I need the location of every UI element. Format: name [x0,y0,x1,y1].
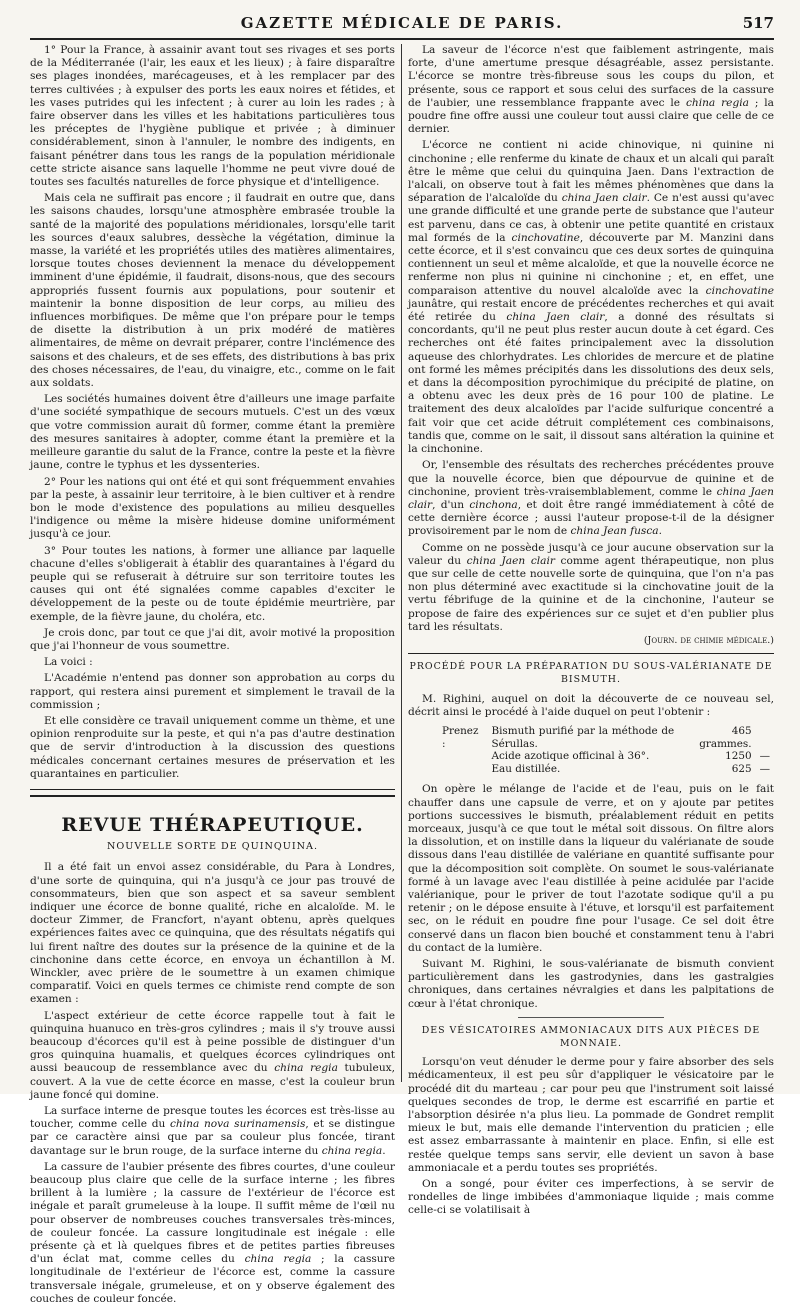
article-title: DES VÉSICATOIRES AMMONIACAUX DITS AUX PIÈCES DE MONNAIE. [421,1024,761,1049]
paragraph: Je crois donc, par tout ce que j'ai dit, avoir motivé la proposition que j'ai l'honneur de vous soumettre. [30,626,395,652]
article-title: NOUVELLE SORTE DE QUINQUINA. [106,841,318,853]
article-divider [408,653,774,654]
paragraph: Comme on ne possède jusqu'à ce jour aucune observation sur la valeur du china Jaen clair comme agent thérapeutique, non plus que sur celle de cette nouvelle sorte de quinquina, que l'on n'a pas non plus déterminé avec exactitude si la cinchovatine jouit de la vertu fébrifuge de la quinine et de la cinchonine, l'auteur se propose de faire des expériences sur ce sujet et d'en publier plus tard les résultats. (Journ. de chimie médicale.) [408,541,774,646]
left-column [30,44,395,1305]
paragraph: La voici : [44,656,93,669]
running-head [30,12,774,40]
page-number: 517 [742,14,774,32]
paragraph: L'aspect extérieur de cette écorce rappelle tout à fait le quinquina huanuco en très-gros cylindres ; mais il s'y trouve aussi beaucoup d'écorces qu'il est à peine possible de distinguer d'un gros quinquina huamalis, et quelques écorces cylindriques ont aussi beaucoup de ressemblance avec du china regia tubuleux, couvert. A la vue de cette écorce en masse, c'est la couleur brun jaune foncé qui domine. [30,1009,395,1101]
paragraph: Il a été fait un envoi assez considérable, du Para à Londres, d'une sorte de quinquina, qui n'a jusqu'à ce jour pas trouvé de consommateurs, bien que son aspect et sa saveur semblent indiquer une écorce de bonne qualité, riche en alcaloïde. M. le docteur Zimmer, de Francfort, n'ayant obtenu, après quelques expériences faites avec ce quinquina, que des résultats négatifs qui lui firent naître des doutes sur la présence de la quinine et de la cinchonine dans cette écorce, en envoya un échantillon à M. Winckler, avec prière de le soumettre à un examen chimique comparatif. Voici en quels termes ce chimiste rend compte de son examen : [30,861,395,1006]
article-title: PROCÉDÉ POUR LA PRÉPARATION DU SOUS-VALÉRIANATE DE BISMUTH. [409,661,773,686]
source-citation: (Journ. de chimie médicale.) [643,634,774,646]
paragraph: Les sociétés humaines doivent être d'ailleurs une image parfaite d'une société sympathique de secours mutuels. C'est un des vœux que votre commission aurait dû former, comme étant la première des mesures sanitaires à adopter, comme étant la première et la meilleure garantie du salut de la France, contre la peste et la fièvre jaune, contre le typhus et les dyssenteries. [30,393,395,472]
ingredient-quantity: 1250 [725,750,752,763]
paragraph: La cassure de l'aubier présente des fibres courtes, d'une couleur beaucoup plus claire que celle de la surface interne ; les fibres brillent à la lumière ; la cassure de l'extérieur de l'écorce est inégale et paraît grumeleuse à la loupe. Il suffit même de l'œil nu pour observer de nombreuses couches transversales très-minces, de couleur foncée. La cassure longitudinale est inégale : elle présente çà et là quelques fibres et de petites parties fibreuses d'un éclat mat, comme celles du china regia ; la cassure longitudinale de l'extérieur de l'écorce est, comme la cassure transversale inégale, grumeleuse, et on y observe également des couches de couleur foncée. [30,1160,395,1305]
ingredient-quantity: 625 [731,762,752,775]
paragraph: 1° Pour la France, à assainir avant tout ses rivages et ses ports de la Méditerranée (l'air, les eaux et les lieux) ; à faire disparaître ses plages inondées, marécageuses, et à les remplacer par des terres cultivées ; à expulser des ports les eaux noires et fétides, et les vases putrides qui les infectent ; à curer au loin les rades ; à faire observer dans les villes et les habitations particulières tous les préceptes de l'hygiène publique et privée ; à diminuer considérablement, sinon à l'annuler, le nombre des indigents, en faisant pénétrer dans tous les rangs de la population méridionale cette stricte aisance sans laquelle l'homme ne peut vivre doué de toutes ses facultés naturelles de force physique et d'intelligence. [30,44,395,189]
ingredient-quantity: 465 grammes. [699,724,752,750]
ingredient-unit: — [759,750,770,763]
paragraph: Lorsqu'on veut dénuder le derme pour y faire absorber des sels médicamenteux, il est peu sûr d'appliquer le vésicatoire par le procédé dit du marteau ; car pour peu que l'instrument soit laissé quelques secondes de trop, le derme est escarrifié en partie et l'absorption désirée n'a plus lieu. La pommade de Gondret remplit mieux le but, mais elle demande l'intervention du praticien ; elle est assez embarrassante à maintenir en place. Enfin, si elle est restée quelque temps sans servir, elle devient un savon à base ammoniacale et a perdu toutes ses propriétés. [408,1056,774,1174]
paragraph: La surface interne de presque toutes les écorces est très-lisse au toucher, comme celle du china nova surinamensis, et se distingue par ce caractère ainsi que par sa couleur plus foncée, tirant davantage sur le brun rouge, de la surface interne du china regia. [30,1105,395,1157]
section-title: REVUE THÉRAPEUTIQUE. [61,813,364,836]
paragraph: On a songé, pour éviter ces imperfections, à se servir de rondelles de linge imbibées d'ammoniaque liquide ; mais comme celle-ci se volatilisait à [408,1178,774,1217]
ingredient-unit: — [759,762,770,775]
paragraph: Mais cela ne suffirait pas encore ; il faudrait en outre que, dans les saisons chaudes, lorsqu'une atmosphère embrasée trouble la santé de la majorité des populations méridionales, lorsqu'elle tarit les sources d'eaux salubres, dessèche la végétation, diminue la masse, la variété et les propriétés utiles des matières alimentaires, lorsque toutes choses deviennent la menace du développement imminent d'une épidémie, il faudrait, disons-nous, que des secours appropriés fussent fournis aux populations, pour soutenir et maintenir la bonne disposition de leur corps, au milieu des influences morbifiques. De même que l'on prépare pour le temps de disette la distribution à un prix modéré de matières alimentaires, de même on devrait préparer, contre l'inclémence des saisons et des chaleurs, et de ses effets, des distributions à bas prix des choses nécessaires, de l'eau, du vinaigre, etc., comme on le fait aux soldats. [30,192,395,390]
paragraph: 2° Pour les nations qui ont été et qui sont fréquemment envahies par la peste, à assainir leur territoire, à le bien cultiver et à rendre bon le mode d'existence des populations au milieu desquelles l'indigence ou même la misère hideuse domine uniformément jusqu'à ce jour. [30,475,395,541]
paragraph: La saveur de l'écorce n'est que faiblement astringente, mais forte, d'une amertume presque désagréable, assez persistante. L'écorce se montre très-fibreuse sous les coups du pilon, et présente, sous ce rapport et sous celui des surfaces de la cassure de l'aubier, une ressemblance frappante avec le china regia ; la poudre fine offre aussi une couleur tout aussi claire que celle de ce dernier. [408,44,774,136]
right-column [408,44,775,1217]
paragraph: Suivant M. Righini, le sous-valérianate de bismuth convient particulièrement dans les gastrodynies, dans les gastralgies chroniques, dans certaines névralgies et dans les palpitations de cœur à l'état chronique. [408,957,774,1010]
paragraph: On opère le mélange de l'acide et de l'eau, puis on le fait chauffer dans une capsule de verre, et on y ajoute par petites portions successives le bismuth, préalablement réduit en petits morceaux, jusqu'à ce que tout le métal soit dissous. On filtre alors la dissolution, et on instille dans la liqueur du valérianate de soude dissous dans l'eau distillée de valériane en quantité suffisante pour que la décomposition soit complète. On soumet le sous-valérianate formé à un lavage avec l'eau distillée à peine acidulée par l'acide valérianique, pour le priver de tout l'azotate sodique qu'il a pu retenir ; on le dépose ensuite à l'étuve, et lorsqu'il est parfaitement sec, on le réduit en poudre fine pour l'usage. Ce sel doit être conservé dans un flacon bien bouché et constamment tenu à l'abri du contact de la lumière. [408,783,774,954]
paragraph: 3° Pour toutes les nations, à former une alliance par laquelle chacune d'elles s'obligerait à établir des quarantaines à l'égard du peuple qui se refuserait à détruire sur son territoire toutes les causes qui ont été signalées comme capables d'exciter le développement de la peste ou de toute épidémie meurtrière, par exemple, de la fièvre jaune, du choléra, etc. [30,544,395,623]
paragraph: L'écorce ne contient ni acide chinovique, ni quinine ni cinchonine ; elle renferme du kinate de chaux et un alcali qui paraît être le même que celui du quinquina Jaen. Dans l'extraction de l'alcali, on observe tout à fait les mêmes phénomènes que dans la séparation de l'alcaloïde du china Jaen clair. Ce n'est aussi qu'avec une grande difficulté et une grande perte de substance que l'auteur est parvenu, dans ce cas, à obtenir une petite quantité en cristaux mal formés de la cinchovatine, découverte par M. Manzini dans cette écorce, et il s'est convaincu que ces deux sortes de quinquina contiennent un seul et même alcaloïde, et que la nouvelle écorce ne renferme non plus ni quinine ni cinchonine ; et, en effet, une comparaison attentive du nouvel alcaloïde avec la cinchovatine jaunâtre, qui restait encore de précédentes recherches et qui avait été retirée du china Jaen clair, a donné des résultats si concordants, qu'il ne peut plus rester aucun doute à cet égard. Ces recherches ont été faites principalement avec la dissolution aqueuse des chlorhydrates. Les chlorides de mercure et de platine ont formé les mêmes précipités dans les dissolutions des deux sels, et dans la décomposition pyrochimique du précipité de platine, on a obtenu avec les deux près de 16 pour 100 de platine. Le traitement des deux alcaloïdes par l'acide sulfurique concentré a fait voir que cet acide détruit complétement ces combinaisons, tandis que, comme on le sait, il dissout sans altération la quinine et la cinchonine. [408,139,775,456]
formula-label: Prenez : [442,724,479,750]
ingredient-name: Bismuth purifié par la méthode de Sérullas. [491,724,675,750]
paragraph: M. Righini, auquel on doit la découverte de ce nouveau sel, décrit ainsi le procédé à l'aide duquel on peut l'obtenir : [408,692,774,718]
paragraph: Et elle considère ce travail uniquement comme un thème, et une opinion renproduite sur la peste, et qui n'a pas d'autre destination que de servir d'introduction à la discussion des questions médicales concernant certaines mesures de préservation et les quarantaines en particulier. [30,714,395,780]
article-divider [518,1017,664,1018]
formula-table [438,725,774,775]
ingredient-name: Eau distillée. [491,762,561,775]
paragraph: Or, l'ensemble des résultats des recherches précédentes prouve que la nouvelle écorce, bien que dépourvue de quinine et de cinchonine, provient très-vraisemblablement, comme le china Jaen clair, d'un cinchona, et doit être rangé immédiatement à côté de cette dernière écorce ; aussi l'auteur propose-t-il de la désigner provisoirement par le nom de china Jean fusca. [408,459,775,538]
section-divider [30,789,395,797]
paragraph: L'Académie n'entend pas donner son approbation au corps du rapport, qui restera ainsi purement et simplement le travail de la commission ; [30,672,395,711]
journal-title: GAZETTE MÉDICALE DE PARIS. [240,14,564,32]
ingredient-name: Acide azotique officinal à 36°. [491,750,650,763]
column-divider [401,44,402,1082]
